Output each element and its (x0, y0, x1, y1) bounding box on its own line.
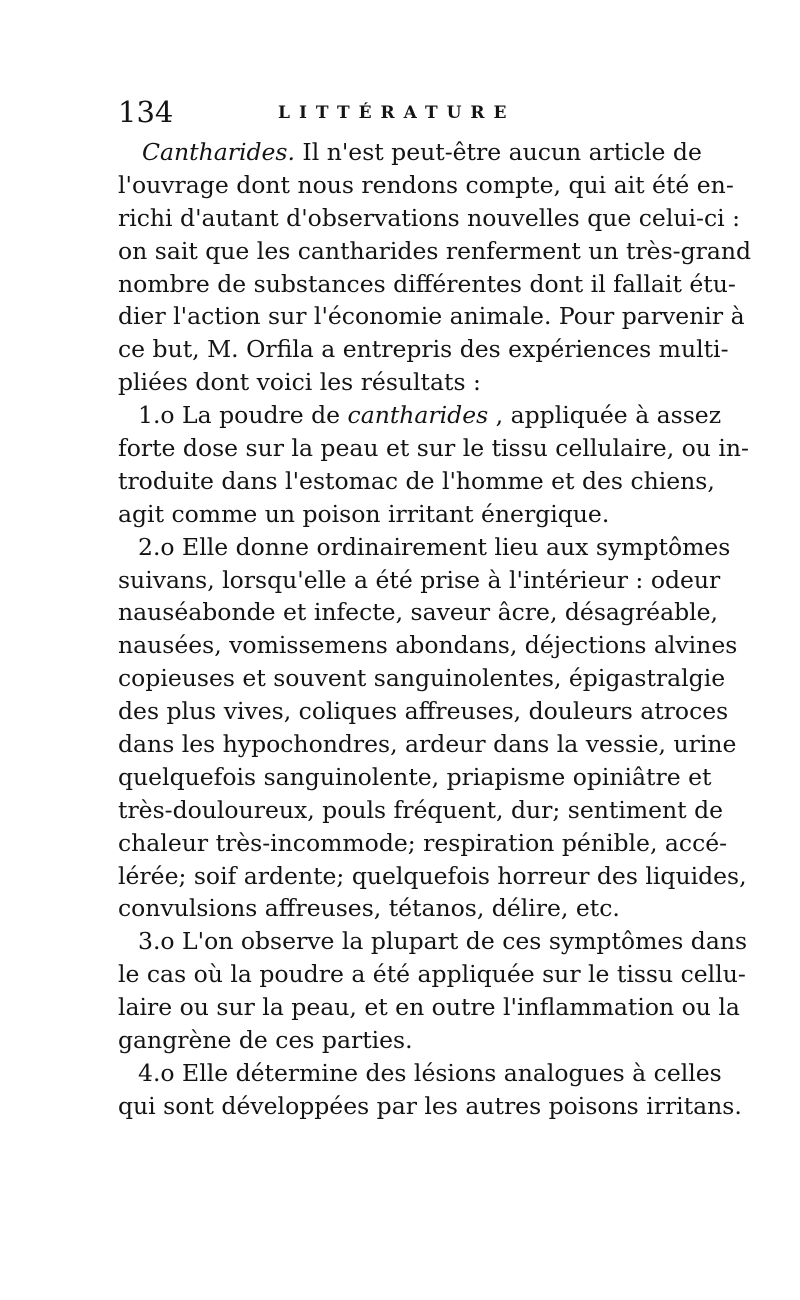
text-line-27: laire ou sur la peau, et en outre l'inflammation ou la (118, 993, 740, 1022)
page-number: 134 (118, 95, 174, 129)
text-line-3: richi d'autant d'observations nouvelles que celui-ci : (118, 203, 741, 232)
text-line-23: lérée; soif ardente; quelquefois horreur des liquides, (118, 861, 747, 890)
text-line-17: copieuses et souvent sanguinolentes, épigastralgie (118, 664, 726, 693)
text-line-9-rest: , appliquée à assez (488, 401, 722, 430)
text-line-5: nombre de substances différentes dont il fallait étu- (118, 269, 736, 298)
running-title: LITTÉRATURE (278, 103, 516, 123)
cantharides-term: cantharides (347, 401, 489, 430)
text-line-29: 4.o Elle détermine des lésions analogues à celles (138, 1058, 722, 1087)
text-line-24: convulsions affreuses, tétanos, délire, etc. (118, 894, 620, 923)
text-line-11: troduite dans l'estomac de l'homme et des chiens, (118, 466, 715, 495)
text-line-28: gangrène de ces parties. (118, 1026, 413, 1055)
body-text (118, 136, 752, 1123)
text-line-18: des plus vives, coliques affreuses, douleurs atroces (118, 697, 729, 726)
text-line-10: forte dose sur la peau et sur le tissu cellulaire, ou in- (118, 434, 749, 463)
text-line-8: pliées dont voici les résultats : (118, 368, 481, 397)
text-line-21: très-douloureux, pouls fréquent, dur; sentiment de (118, 795, 724, 824)
text-line-22: chaleur très-incommode; respiration pénible, accé- (118, 828, 728, 857)
text-line-19: dans les hypochondres, ardeur dans la vessie, urine (118, 730, 737, 759)
text-line-4: on sait que les cantharides renferment un très-grand (118, 236, 752, 265)
text-line-6: dier l'action sur l'économie animale. Pour parvenir à (118, 302, 745, 331)
text-line-26: le cas où la poudre a été appliquée sur le tissu cellu- (118, 960, 746, 989)
text-line-1 (118, 136, 702, 169)
text-line-15: nauséabonde et infecte, saveur âcre, désagréable, (118, 598, 719, 627)
text-line-30: qui sont développées par les autres poisons irritans. (118, 1091, 742, 1120)
text-line-14: suivans, lorsqu'elle a été prise à l'intérieur : odeur (118, 565, 721, 594)
text-line-2: l'ouvrage dont nous rendons compte, qui ait été en- (118, 170, 734, 199)
text-line-9-start: 1.o La poudre de (138, 401, 348, 430)
text-line-7: ce but, M. Orfila a entrepris des expériences multi- (118, 335, 729, 364)
text-line-12: agit comme un poison irritant énergique. (118, 499, 610, 528)
page-header (118, 92, 688, 132)
text-line-13: 2.o Elle donne ordinairement lieu aux symptômes (138, 532, 731, 561)
text-line-25: 3.o L'on observe la plupart de ces symptômes dans (138, 927, 748, 956)
text-line-9 (118, 399, 722, 432)
text-line-16: nausées, vomissemens abondans, déjections alvines (118, 631, 738, 660)
cantharides-heading: Cantharides. (142, 138, 295, 166)
text-line-20: quelquefois sanguinolente, priapisme opiniâtre et (118, 762, 712, 791)
text-line-1-rest: Il n'est peut-être aucun article de (294, 138, 702, 166)
